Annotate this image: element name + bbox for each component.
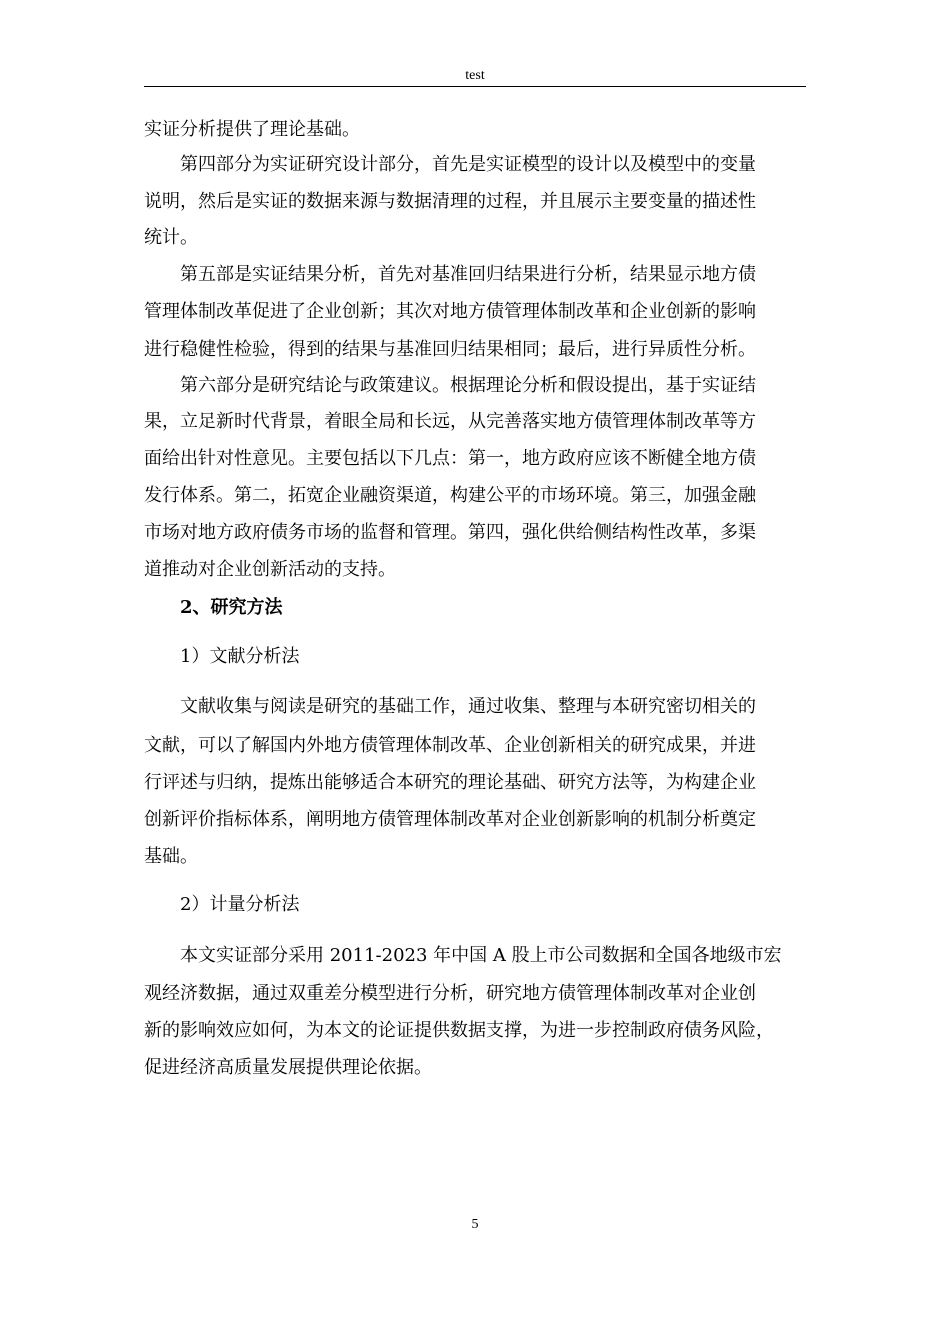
text-line: 管理体制改革促进了企业创新；其次对地方债管理体制改革和企业创新的影响 — [144, 301, 756, 322]
text-line: 市场对地方政府债务市场的监督和管理。第四，强化供给侧结构性改革，多渠 — [144, 522, 756, 543]
subsection-heading: 2）计量分析法 — [180, 894, 300, 915]
page-number: 5 — [471, 1217, 479, 1232]
subsection-heading: 1）文献分析法 — [180, 646, 300, 667]
text-line: 说明，然后是实证的数据来源与数据清理的过程，并且展示主要变量的描述性 — [144, 191, 756, 212]
text-line: 本文实证部分采用 2011-2023 年中国 A 股上市公司数据和全国各地级市宏 — [180, 945, 782, 966]
text-line: 文献收集与阅读是研究的基础工作，通过收集、整理与本研究密切相关的 — [180, 696, 756, 717]
text-line: 观经济数据，通过双重差分模型进行分析，研究地方债管理体制改革对企业创 — [144, 983, 756, 1004]
text-line: 进行稳健性检验，得到的结果与基准回归结果相同；最后，进行异质性分析。 — [144, 339, 756, 360]
text-line: 第四部分为实证研究设计部分，首先是实证模型的设计以及模型中的变量 — [180, 154, 756, 175]
text-line: 实证分析提供了理论基础。 — [144, 119, 360, 140]
text-line: 第五部是实证结果分析，首先对基准回归结果进行分析，结果显示地方债 — [180, 264, 756, 285]
text-line: 新的影响效应如何，为本文的论证提供数据支撑，为进一步控制政府债务风险， — [144, 1020, 774, 1041]
text-line: 创新评价指标体系，阐明地方债管理体制改革对企业创新影响的机制分析奠定 — [144, 809, 756, 830]
page-header — [144, 66, 806, 87]
text-line: 第六部分是研究结论与政策建议。根据理论分析和假设提出，基于实证结 — [180, 375, 756, 396]
header-text: test — [465, 68, 485, 83]
text-line: 果，立足新时代背景，着眼全局和长远，从完善落实地方债管理体制改革等方 — [144, 411, 756, 432]
text-line: 行评述与归纳，提炼出能够适合本研究的理论基础、研究方法等，为构建企业 — [144, 772, 756, 793]
section-heading: 2、研究方法 — [180, 597, 283, 618]
text-line: 基础。 — [144, 846, 198, 867]
text-line: 文献，可以了解国内外地方债管理体制改革、企业创新相关的研究成果，并进 — [144, 735, 756, 756]
text-line: 统计。 — [144, 227, 198, 248]
text-line: 道推动对企业创新活动的支持。 — [144, 559, 396, 580]
text-line: 促进经济高质量发展提供理论依据。 — [144, 1057, 432, 1078]
text-line: 发行体系。第二，拓宽企业融资渠道，构建公平的市场环境。第三，加强金融 — [144, 485, 756, 506]
text-line: 面给出针对性意见。主要包括以下几点：第一，地方政府应该不断健全地方债 — [144, 448, 756, 469]
